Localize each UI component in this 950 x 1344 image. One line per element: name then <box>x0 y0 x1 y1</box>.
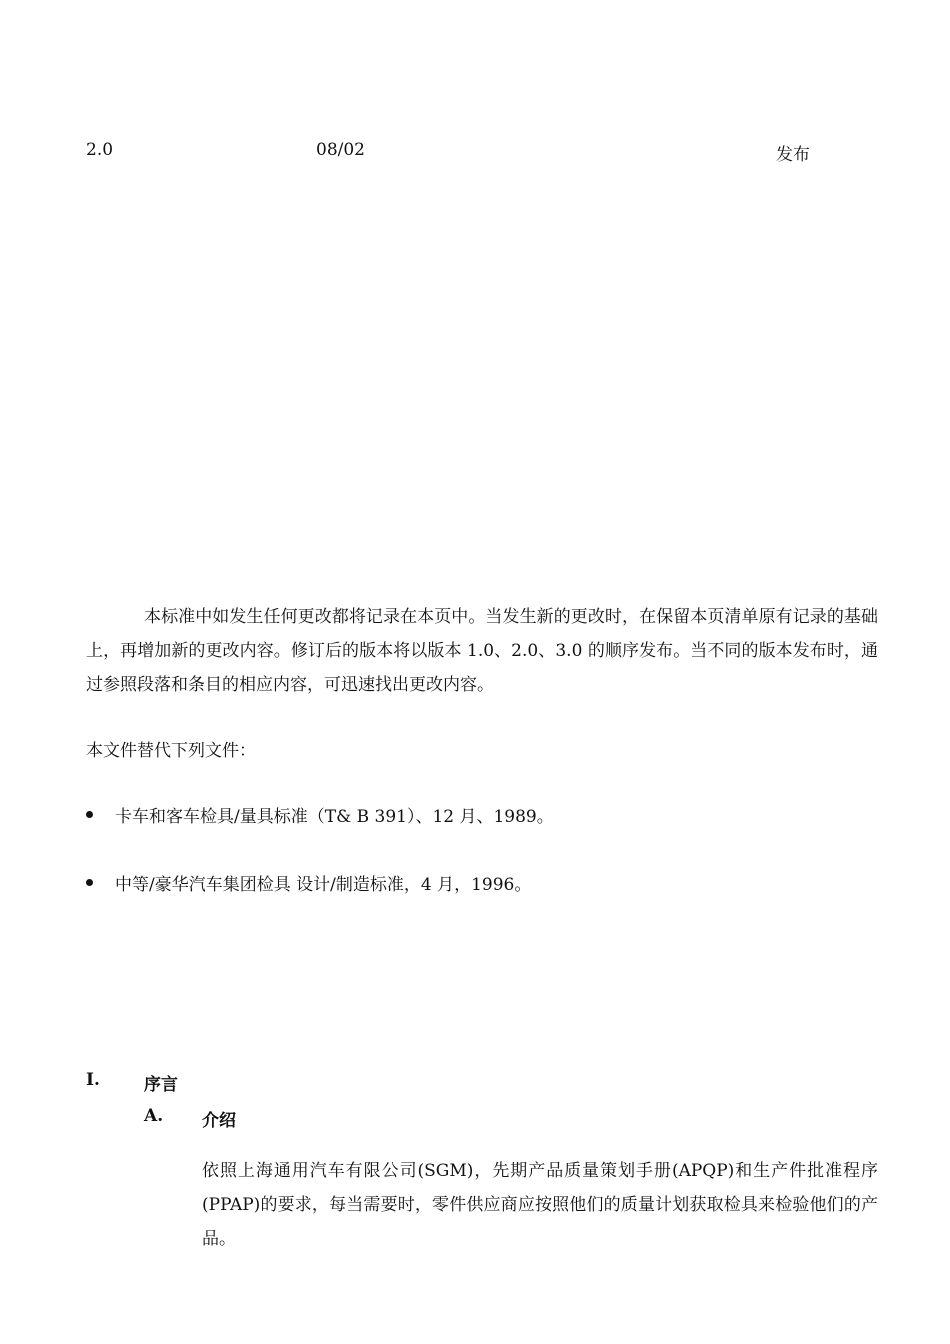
section-title: 序言 <box>144 1075 178 1095</box>
list-item <box>86 802 554 827</box>
replaces-heading: 本文件替代下列文件： <box>86 741 256 761</box>
replaced-doc-text: 卡车和客车检具/量具标准（T& B 391）、12 月、1989。 <box>115 807 554 827</box>
revision-date: 08/02 <box>316 140 365 160</box>
bullet-icon <box>86 879 93 886</box>
replaced-doc-text: 中等/豪华汽车集团检具 设计/制造标准，4 月，1996。 <box>115 875 532 895</box>
bullet-icon <box>86 811 93 818</box>
list-item <box>86 870 531 895</box>
intro-paragraph: 依照上海通用汽车有限公司(SGM)，先期产品质量策划手册(APQP)和生产件批准程序(PPAP)的要求，每当需要时，零件供应商应按照他们的质量计划获取检具来检验他们的产品。 <box>202 1161 878 1249</box>
revision-status: 发布 <box>776 145 810 165</box>
change-note-paragraph: 本标准中如发生任何更改都将记录在本页中。当发生新的更改时，在保留本页清单原有记录的基础上，再增加新的更改内容。修订后的版本将以版本 1.0、2.0、3.0 的顺序发布。当不同的版本发布时，通过参照段落和条目的相应内容，可迅速找出更改内容。 <box>86 607 878 695</box>
subsection-number: A. <box>144 1106 164 1126</box>
subsection-title: 介绍 <box>202 1111 236 1131</box>
section-number: I. <box>86 1070 100 1090</box>
revision-version: 2.0 <box>86 140 114 160</box>
